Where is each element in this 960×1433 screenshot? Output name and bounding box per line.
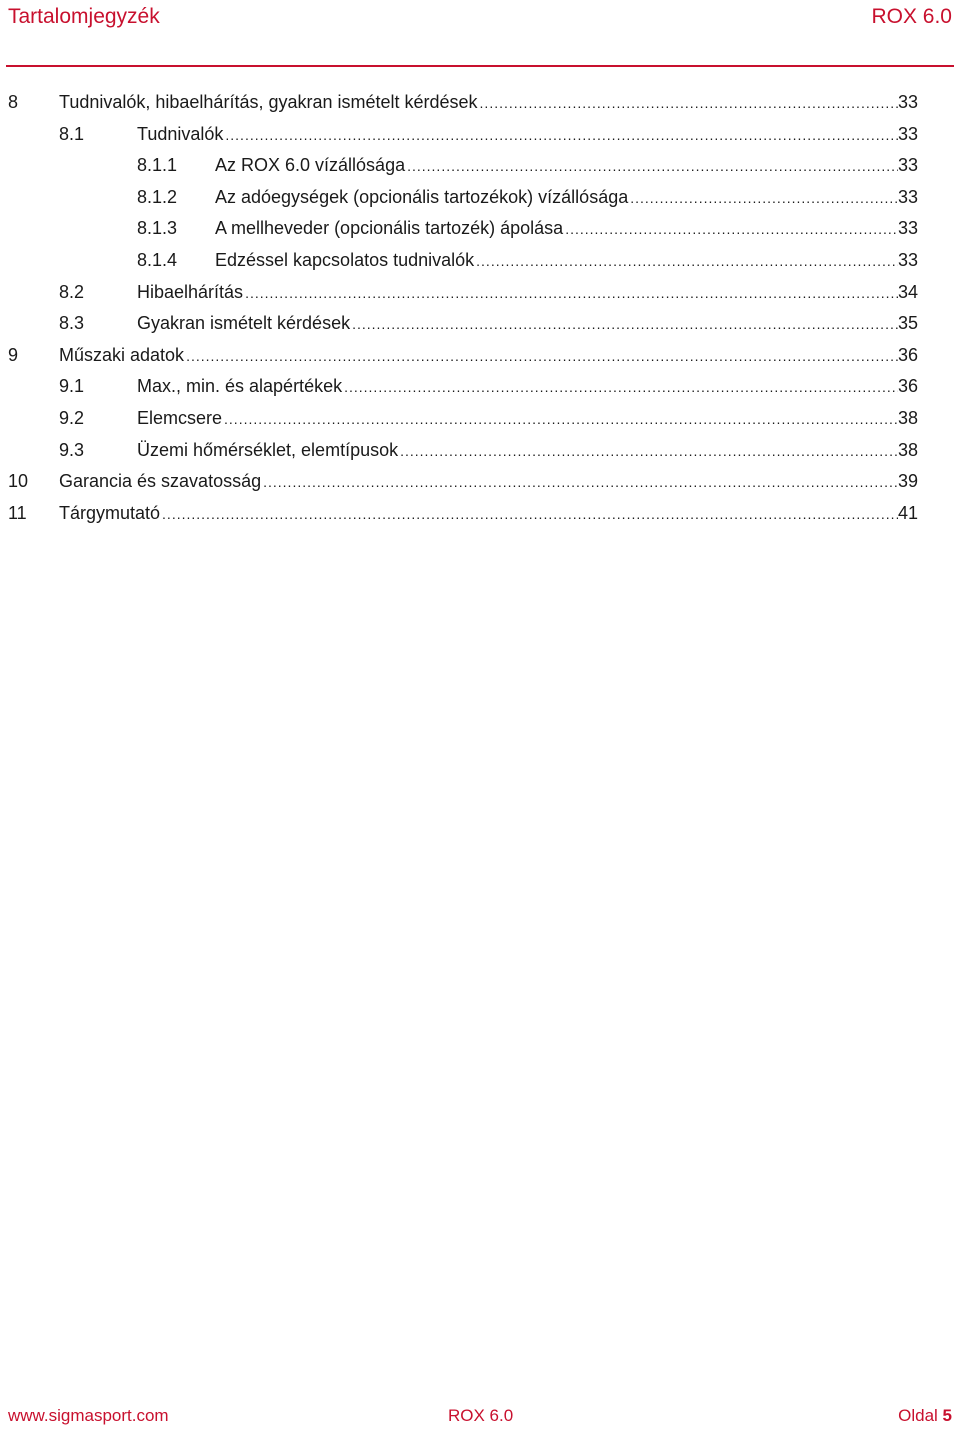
toc-entry-line — [137, 119, 918, 152]
toc-entry-title: Tárgymutató — [59, 502, 161, 523]
toc-entry-page: 35 — [897, 313, 918, 334]
header-product-name: ROX 6.0 — [871, 5, 952, 28]
toc-entry-title: Tudnivalók — [137, 123, 224, 144]
toc-entry-line — [59, 498, 918, 531]
toc-entry-page: 41 — [897, 502, 918, 523]
toc-entry-number: 9.1 — [59, 376, 85, 397]
toc-dot-leader — [225, 120, 898, 152]
toc-entry-line — [59, 466, 918, 499]
toc-entry-line — [137, 403, 918, 436]
toc-entry-title: A mellheveder (opcionális tartozék) ápolása — [215, 218, 564, 239]
toc-entry-line — [137, 308, 918, 341]
toc-entry-page: 39 — [897, 471, 918, 492]
page-header — [8, 0, 952, 50]
toc-entry-page: 34 — [897, 281, 918, 302]
footer-page-label: Oldal — [898, 1406, 938, 1425]
toc-entry-number: 10 — [8, 471, 29, 492]
footer-website-link[interactable]: www.sigmasport.com — [8, 1406, 169, 1425]
toc-entry-title: Edzéssel kapcsolatos tudnivalók — [215, 249, 475, 270]
toc-entry[interactable] — [8, 435, 918, 467]
toc-entry[interactable] — [8, 308, 918, 340]
toc-entry-number: 9.2 — [59, 407, 85, 428]
toc-entry-number: 8.2 — [59, 281, 85, 302]
toc-entry-page: 33 — [897, 92, 918, 112]
toc-dot-leader — [400, 436, 898, 468]
toc-entry-title: Garancia és szavatosság — [59, 471, 262, 492]
toc-entry-title: Műszaki adatok — [59, 344, 185, 365]
toc-entry-line — [137, 435, 918, 468]
toc-entry-line — [215, 213, 918, 246]
toc-entry-line — [215, 182, 918, 215]
toc-entry-page: 38 — [897, 407, 918, 428]
toc-entry-page: 33 — [897, 186, 918, 207]
table-of-contents — [8, 87, 918, 529]
header-divider — [6, 65, 954, 67]
toc-dot-leader — [565, 214, 898, 246]
toc-entry[interactable] — [8, 245, 918, 277]
toc-entry-number: 8.1.4 — [137, 249, 178, 270]
toc-dot-leader — [407, 151, 898, 183]
toc-entry-title: Üzemi hőmérséklet, elemtípusok — [137, 439, 399, 460]
toc-entry[interactable] — [8, 87, 918, 119]
toc-dot-leader — [480, 88, 898, 120]
toc-entry-page: 33 — [897, 249, 918, 270]
toc-entry-title: Tudnivalók, hibaelhárítás, gyakran ismételt kérdések — [59, 92, 478, 112]
toc-dot-leader — [630, 183, 898, 215]
toc-dot-leader — [245, 278, 898, 310]
toc-entry-number: 8.1.2 — [137, 186, 178, 207]
toc-entry-line — [215, 150, 918, 183]
footer-page-indicator — [898, 1406, 952, 1426]
toc-dot-leader — [162, 499, 898, 531]
toc-entry[interactable] — [8, 466, 918, 498]
toc-entry[interactable] — [8, 277, 918, 309]
footer-page-number: 5 — [942, 1406, 952, 1425]
toc-entry-line — [59, 87, 918, 120]
toc-entry-line — [137, 371, 918, 404]
toc-entry[interactable] — [8, 340, 918, 372]
footer-product-name: ROX 6.0 — [448, 1406, 514, 1425]
toc-entry-line — [137, 277, 918, 310]
toc-dot-leader — [186, 341, 898, 373]
toc-entry-page: 38 — [897, 439, 918, 460]
toc-entry[interactable] — [8, 182, 918, 214]
toc-entry-number: 8.1.1 — [137, 155, 178, 176]
toc-entry-number: 8 — [8, 92, 19, 112]
toc-entry-title: Gyakran ismételt kérdések — [137, 313, 351, 334]
toc-entry-number: 8.1.3 — [137, 218, 178, 239]
toc-entry-number: 8.3 — [59, 313, 85, 334]
toc-dot-leader — [263, 467, 898, 499]
toc-dot-leader — [476, 246, 898, 278]
toc-entry-title: Max., min. és alapértékek — [137, 376, 343, 397]
page-title: Tartalomjegyzék — [8, 5, 160, 28]
toc-entry-title: Hibaelhárítás — [137, 281, 244, 302]
toc-entry[interactable] — [8, 498, 918, 530]
toc-entry-page: 36 — [897, 376, 918, 397]
toc-entry-number: 8.1 — [59, 123, 85, 144]
toc-entry-number: 9.3 — [59, 439, 85, 460]
toc-entry-line — [59, 340, 918, 373]
toc-entry-title: Az ROX 6.0 vízállósága — [215, 155, 406, 176]
toc-entry[interactable] — [8, 150, 918, 182]
toc-entry-number: 11 — [8, 502, 27, 523]
toc-entry[interactable] — [8, 403, 918, 435]
toc-dot-leader — [224, 404, 898, 436]
toc-entry-title: Elemcsere — [137, 407, 223, 428]
toc-entry-line — [215, 245, 918, 278]
toc-dot-leader — [344, 372, 898, 404]
toc-entry-number: 9 — [8, 344, 19, 365]
toc-entry-page: 36 — [897, 344, 918, 365]
toc-dot-leader — [352, 309, 898, 341]
toc-entry[interactable] — [8, 119, 918, 151]
toc-entry[interactable] — [8, 371, 918, 403]
toc-entry-page: 33 — [897, 123, 918, 144]
toc-entry-page: 33 — [897, 218, 918, 239]
toc-entry-title: Az adóegységek (opcionális tartozékok) vízállósága — [215, 186, 629, 207]
toc-entry[interactable] — [8, 213, 918, 245]
page-footer — [8, 1406, 952, 1430]
toc-entry-page: 33 — [897, 155, 918, 176]
